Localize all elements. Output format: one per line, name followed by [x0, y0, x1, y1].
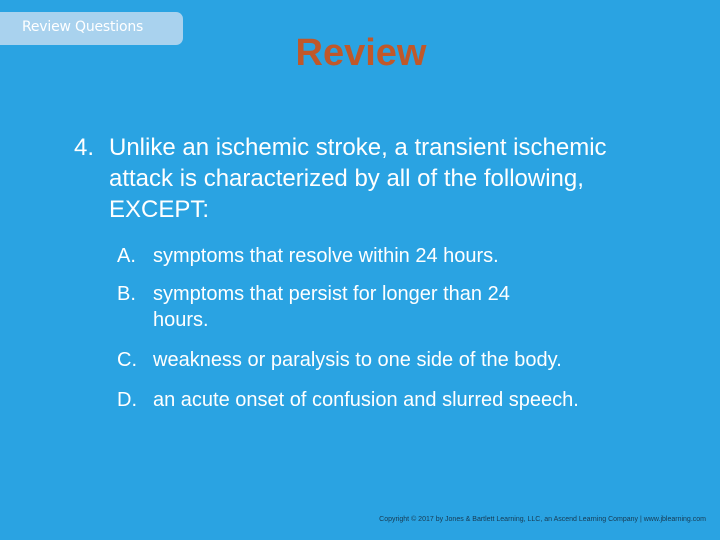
- question: [74, 132, 634, 225]
- option-text: an acute onset of confusion and slurred speech.: [153, 389, 579, 411]
- option-letter: A.: [117, 245, 136, 267]
- option-letter: D.: [117, 389, 137, 411]
- section-tab-label: Review Questions: [22, 19, 144, 35]
- slide-title: Review: [295, 32, 427, 74]
- answer-options: [117, 243, 697, 411]
- question-text: Unlike an ischemic stroke, a transient ischemic attack is characterized by all of the following, EXCEPT:: [109, 134, 607, 223]
- option-d: [117, 387, 597, 413]
- option-c: [117, 347, 697, 373]
- option-text: weakness or paralysis to one side of the body.: [153, 349, 562, 371]
- option-text: symptoms that persist for longer than 24 hours.: [153, 283, 510, 331]
- option-letter: B.: [117, 283, 136, 305]
- question-number: 4.: [74, 134, 95, 161]
- option-b: [117, 281, 567, 333]
- option-letter: C.: [117, 349, 137, 371]
- option-text: symptoms that resolve within 24 hours.: [153, 245, 499, 267]
- copyright-footer: Copyright © 2017 by Jones & Bartlett Learning, LLC, an Ascend Learning Company | www.jblearning.com: [379, 516, 706, 523]
- option-a: [117, 243, 697, 269]
